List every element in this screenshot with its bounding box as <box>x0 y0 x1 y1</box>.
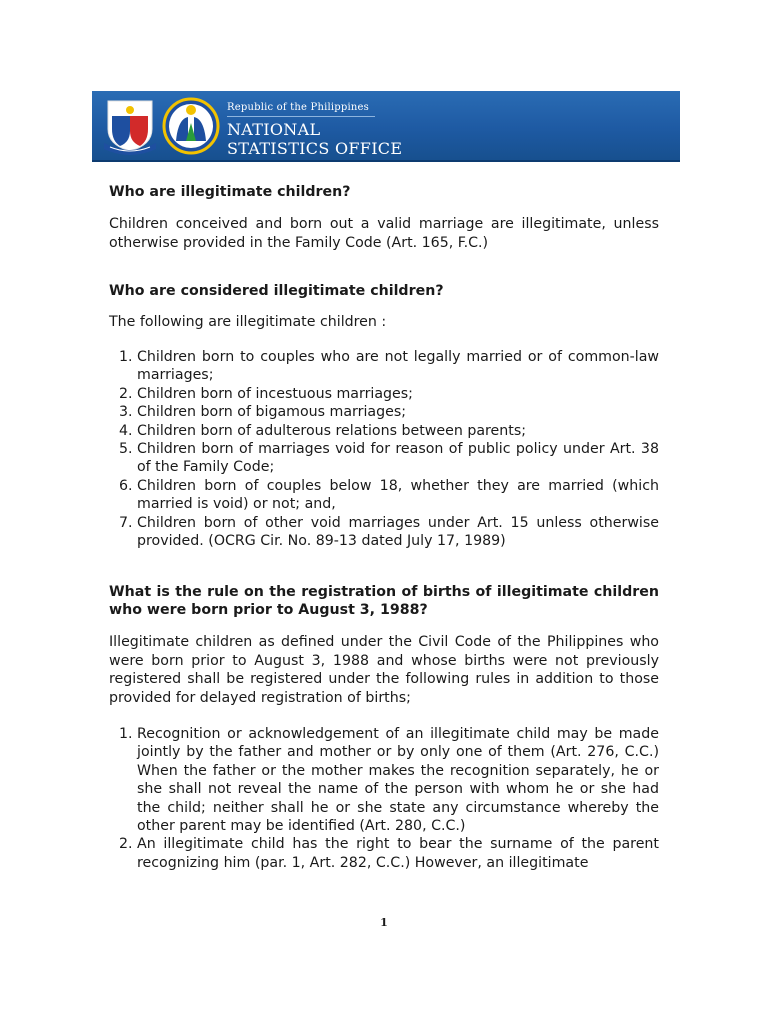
org-name-line2: STATISTICS OFFICE <box>227 139 403 158</box>
list-item: 2. An illegitimate child has the right to bear the surname of the parent recognizing him (par. 1, Art. 282, C.C.) However, an illegitimate <box>137 835 659 872</box>
list-q2 <box>109 348 659 550</box>
list-item: 3. Children born of bigamous marriages; <box>137 403 659 421</box>
paragraph-q3: Illegitimate children as defined under the Civil Code of the Philippines who were born prior to August 3, 1988 and whose births were not previously registered shall be registered under the following rules in addition to those provided for delayed registration of births; <box>109 634 659 706</box>
list-item: 4. Children born of adulterous relations between parents; <box>137 422 659 440</box>
document-body <box>109 183 659 872</box>
list-item: 5. Children born of marriages void for reason of public policy under Art. 38 of the Family Code; <box>137 440 659 477</box>
header-banner <box>92 91 680 162</box>
list-q3 <box>109 725 659 872</box>
philippine-seal-icon <box>102 95 158 155</box>
page-number: 1 <box>380 916 388 929</box>
heading-q3: What is the rule on the registration of births of illegitimate children who were born prior to August 3, 1988? <box>109 583 659 618</box>
org-name-line1: NATIONAL <box>227 120 321 139</box>
list-item: 1. Children born to couples who are not legally married or of common-law marriages; <box>137 348 659 385</box>
list-item: 1. Recognition or acknowledgement of an illegitimate child may be made jointly by the father and mother or by only one of them (Art. 276, C.C.) When the father or the mother makes the recognition separately, he or she shall not reveal the name of the person with whom he or she had the child; neither shall he or she state any circumstance whereby the other parent may be identified (Art. 280, C.C.) <box>137 725 659 835</box>
heading-q1: Who are illegitimate children? <box>109 184 351 200</box>
list-item: 2. Children born of incestuous marriages; <box>137 385 659 403</box>
banner-divider <box>227 116 375 117</box>
list-item: 6. Children born of couples below 18, whether they are married (which married is void) or not; and, <box>137 477 659 514</box>
paragraph-q1: Children conceived and born out a valid marriage are illegitimate, unless otherwise provided in the Family Code (Art. 165, F.C.) <box>109 216 659 251</box>
paragraph-q2-intro: The following are illegitimate children : <box>109 313 387 330</box>
republic-label: Republic of the Philippines <box>227 102 369 113</box>
heading-q2: Who are considered illegitimate children? <box>109 283 444 300</box>
list-item: 7. Children born of other void marriages under Art. 15 unless otherwise provided. (OCRG Cir. No. 89-13 dated July 17, 1989) <box>137 514 659 551</box>
nso-logo-icon <box>162 97 220 155</box>
